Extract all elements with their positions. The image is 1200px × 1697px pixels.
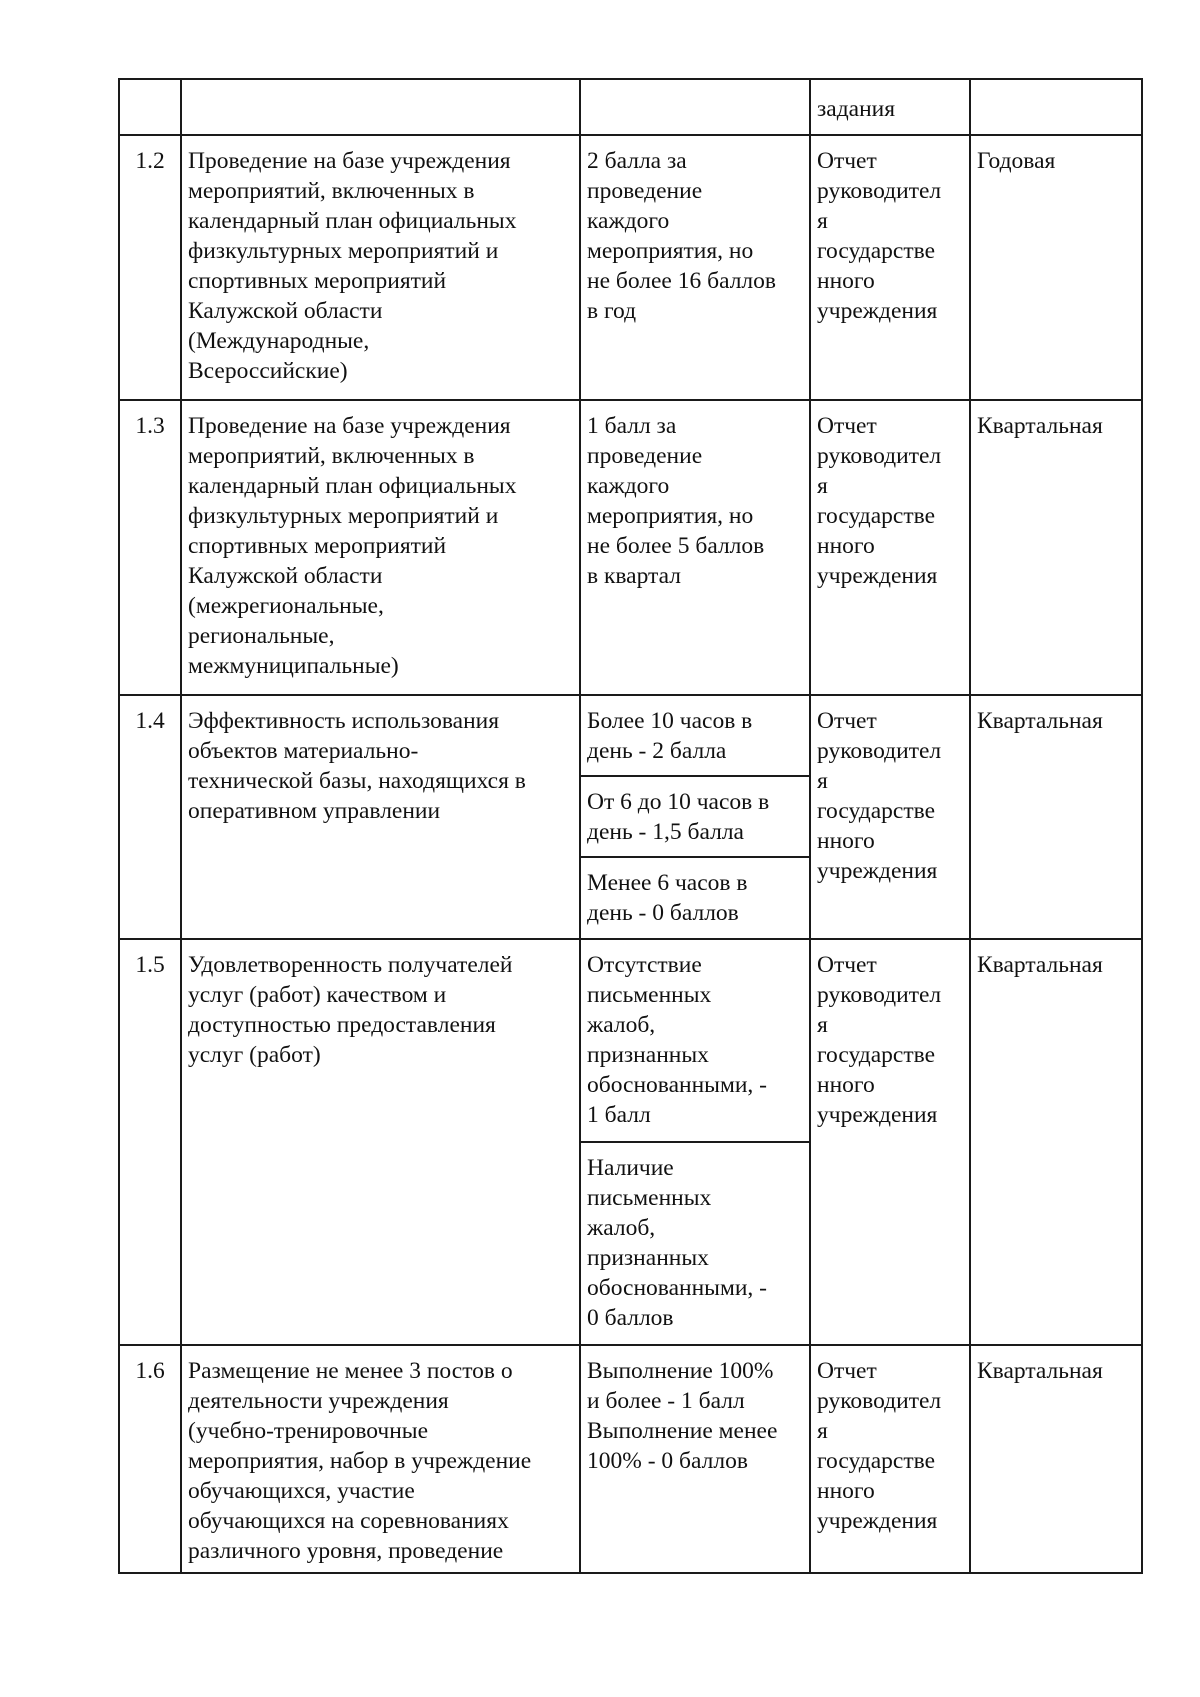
cell-score: Отсутствие письменных жалоб, признанных обоснованными, - 1 балл <box>580 939 810 1142</box>
cell-num: 1.4 <box>119 695 181 939</box>
cell-score: Более 10 часов в день - 2 балла <box>580 695 810 776</box>
cell-name: Эффективность использования объектов материально- технической базы, находящихся в оперативном управлении <box>181 695 580 939</box>
table-row-1-6 <box>119 1345 1142 1573</box>
table-row-1-4 <box>119 695 1142 776</box>
cell-name: Размещение не менее 3 постов о деятельности учреждения (учебно-тренировочные мероприятия, набор в учреждение обучающихся, участие обучающихся на соревнованиях различного уровня, проведение <box>181 1345 580 1573</box>
cell-score <box>580 79 810 135</box>
cell-name: Проведение на базе учреждения мероприятий, включенных в календарный план официальных физкультурных мероприятий и спортивных мероприятий Калужской области (межрегиональные, региональные, межмуниципальные) <box>181 400 580 695</box>
cell-num: 1.2 <box>119 135 181 400</box>
cell-source: Отчет руководител я государстве нного учреждения <box>810 939 970 1345</box>
cell-name: Проведение на базе учреждения мероприятий, включенных в календарный план официальных физкультурных мероприятий и спортивных мероприятий Калужской области (Международные, Всероссийские) <box>181 135 580 400</box>
table-row-continuation <box>119 79 1142 135</box>
cell-period: Квартальная <box>970 1345 1142 1573</box>
table-row-1-3 <box>119 400 1142 695</box>
cell-period: Квартальная <box>970 400 1142 695</box>
cell-name <box>181 79 580 135</box>
cell-num: 1.5 <box>119 939 181 1345</box>
cell-score: 2 балла за проведение каждого мероприятия, но не более 16 баллов в год <box>580 135 810 400</box>
cell-score: От 6 до 10 часов в день - 1,5 балла <box>580 776 810 857</box>
cell-source: Отчет руководител я государстве нного учреждения <box>810 1345 970 1573</box>
cell-period <box>970 79 1142 135</box>
cell-period: Квартальная <box>970 695 1142 939</box>
cell-num: 1.3 <box>119 400 181 695</box>
cell-num: 1.6 <box>119 1345 181 1573</box>
cell-source: Отчет руководител я государстве нного учреждения <box>810 135 970 400</box>
table-row-1-5 <box>119 939 1142 1142</box>
cell-period: Квартальная <box>970 939 1142 1345</box>
cell-name: Удовлетворенность получателей услуг (работ) качеством и доступностью предоставления услуг (работ) <box>181 939 580 1345</box>
table-row-1-2 <box>119 135 1142 400</box>
cell-source: Отчет руководител я государстве нного учреждения <box>810 400 970 695</box>
cell-source: задания <box>810 79 970 135</box>
cell-score: Менее 6 часов в день - 0 баллов <box>580 857 810 939</box>
cell-source: Отчет руководител я государстве нного учреждения <box>810 695 970 939</box>
criteria-table <box>118 78 1143 1574</box>
cell-score: Наличие письменных жалоб, признанных обоснованными, - 0 баллов <box>580 1142 810 1345</box>
cell-score: 1 балл за проведение каждого мероприятия, но не более 5 баллов в квартал <box>580 400 810 695</box>
cell-num <box>119 79 181 135</box>
cell-period: Годовая <box>970 135 1142 400</box>
cell-score: Выполнение 100% и более - 1 балл Выполнение менее 100% - 0 баллов <box>580 1345 810 1573</box>
